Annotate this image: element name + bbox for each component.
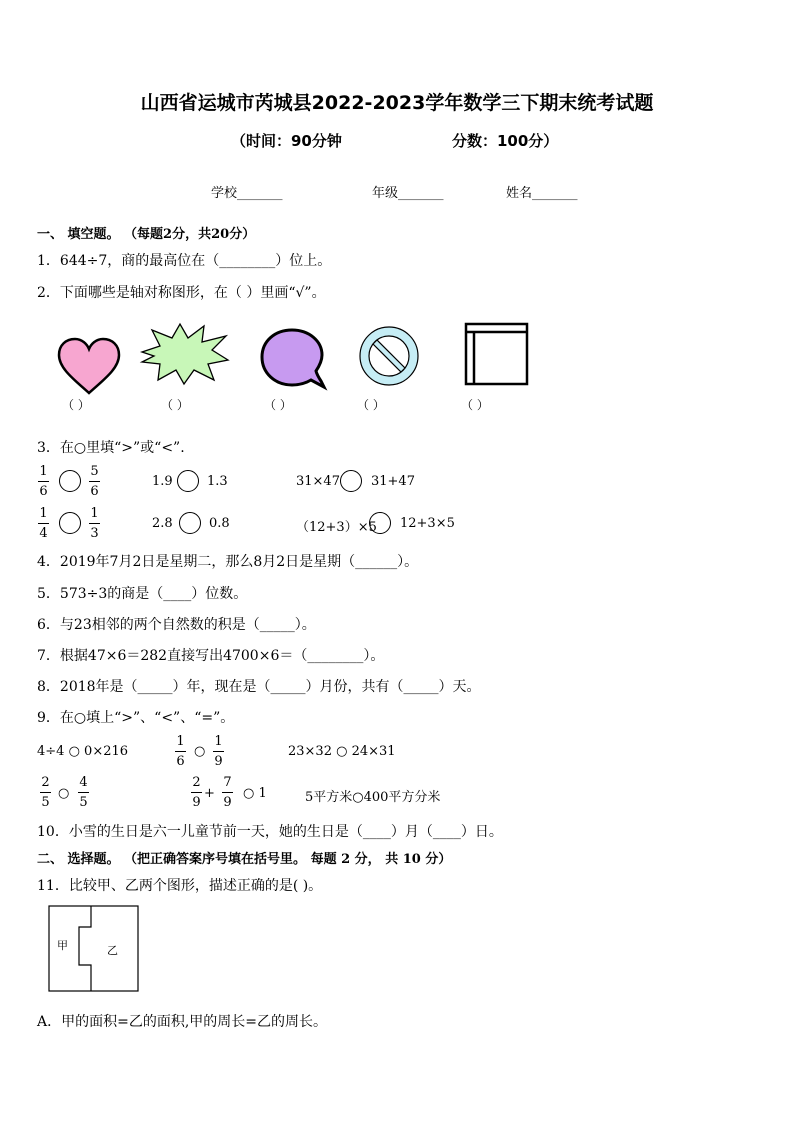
compare-symbol[interactable]: ○: [58, 786, 70, 801]
name-field: 姓名_______: [506, 186, 578, 201]
answer-blank-4[interactable]: （ ）: [357, 398, 385, 412]
question-5: 5．573÷3的商是（____）位数。: [37, 586, 248, 602]
question-3: 3．在○里填“>”或“<”.: [37, 440, 185, 456]
compare-circle[interactable]: [369, 512, 391, 534]
fraction: 1 6: [39, 464, 48, 499]
fraction: 1 6: [176, 734, 185, 769]
fraction: 5 6: [90, 464, 99, 499]
grade-field: 年级_______: [372, 186, 444, 201]
expression: ○ 1: [243, 786, 267, 801]
starburst-icon: [140, 322, 230, 386]
plus-sign: +: [204, 786, 215, 801]
label-jia: 甲: [57, 939, 68, 952]
expression: （12+3）×5: [296, 520, 377, 535]
compare-circle[interactable]: [179, 512, 201, 534]
answer-blank-2[interactable]: （ ）: [161, 398, 189, 412]
expression: 23×32 ○ 24×31: [288, 744, 396, 759]
fraction: 1 4: [39, 506, 48, 541]
compare-circle[interactable]: [177, 470, 199, 492]
label-yi: 乙: [107, 944, 118, 957]
expression: 12+3×5: [400, 516, 455, 531]
number: 0.8: [209, 516, 230, 531]
expression: 31×47: [296, 474, 340, 489]
number: 1.9: [152, 474, 173, 489]
fraction: 4 5: [79, 775, 88, 810]
section-heading-fill-blank: 一、 填空题。 （每题2分，共20分）: [37, 227, 256, 242]
framed-square-icon: [464, 322, 530, 386]
compare-circle[interactable]: [59, 512, 81, 534]
speech-bubble-icon: [258, 327, 328, 391]
compare-symbol[interactable]: ○: [194, 744, 206, 759]
page-title: 山西省运城市芮城县2022-2023学年数学三下期末统考试题: [140, 92, 654, 114]
compare-circle[interactable]: [340, 470, 362, 492]
exam-score: 分数：100分）: [452, 132, 559, 150]
question-6: 6．与23相邻的两个自然数的积是（_____）。: [37, 617, 316, 633]
expression: 5平方米○400平方分米: [305, 790, 441, 805]
section-heading-choice: 二、 选择题。 （把正确答案序号填在括号里。 每题 2 分， 共 10 分）: [37, 852, 452, 867]
question-8: 8．2018年是（_____）年，现在是（_____）月份，共有（_____）天。: [37, 679, 481, 695]
expression: 31+47: [371, 474, 415, 489]
question-1: 1．644÷7，商的最高位在（________）位上。: [37, 253, 332, 269]
answer-blank-3[interactable]: （ ）: [264, 398, 292, 412]
option-a[interactable]: A．甲的面积=乙的面积,甲的周长=乙的周长。: [37, 1014, 328, 1030]
question-7: 7．根据47×6＝282直接写出4700×6＝（________）。: [37, 648, 385, 664]
fraction: 2 9: [192, 775, 201, 810]
fraction: 2 5: [41, 775, 50, 810]
compare-circle[interactable]: [59, 470, 81, 492]
question-4: 4．2019年7月2日是星期二，那么8月2日是星期（______）。: [37, 554, 419, 570]
number: 1.3: [207, 474, 228, 489]
question-11: 11．比较甲、乙两个图形，描述正确的是( )。: [37, 878, 323, 894]
question-10: 10．小雪的生日是六一儿童节前一天，她的生日是（____）月（____）日。: [37, 824, 503, 840]
prohibition-sign-icon: [356, 323, 422, 389]
school-field: 学校_______: [211, 186, 283, 201]
number: 2.8: [152, 516, 173, 531]
question-2: 2．下面哪些是轴对称图形，在（ ）里画“√”。: [37, 285, 326, 301]
fraction: 1 3: [90, 506, 99, 541]
answer-blank-1[interactable]: （ ）: [62, 398, 90, 412]
fraction: 7 9: [223, 775, 232, 810]
fraction: 1 9: [214, 734, 223, 769]
answer-blank-5[interactable]: （ ）: [461, 398, 489, 412]
heart-icon: [56, 337, 122, 395]
expression: 4÷4 ○ 0×216: [37, 744, 129, 759]
question-9: 9．在○填上“>”、“<”、“=”。: [37, 710, 235, 726]
exam-time: （时间：90分钟: [231, 132, 342, 150]
